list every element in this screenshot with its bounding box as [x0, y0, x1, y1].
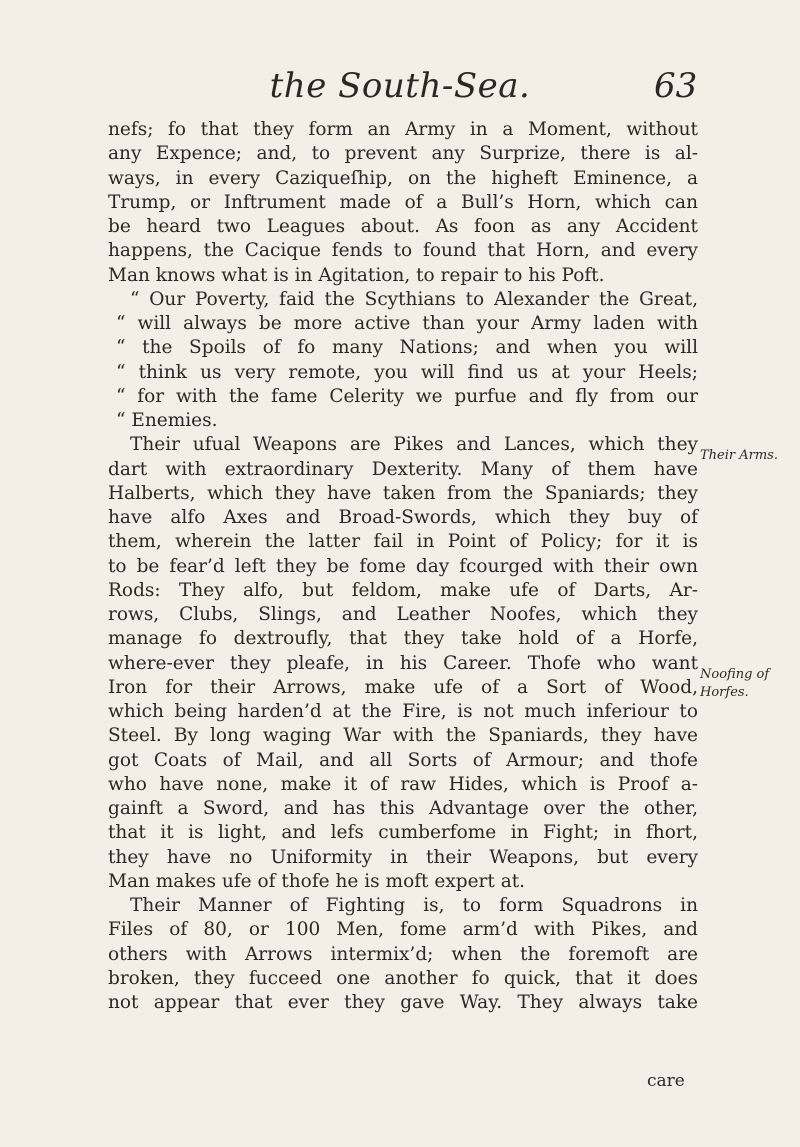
text-line: Rods: They alfo, but feldom, make ufe of Darts, Ar- [108, 579, 698, 601]
text-line: “ will always be more active than your Army laden with [116, 313, 698, 334]
text-line: “ Our Poverty, faid the Scythians to Alexander the Great, [130, 288, 698, 310]
text-line: Files of 80, or 100 Men, fome arm’d with Pikes, and [108, 919, 698, 941]
text-line: who have none, make it of raw Hides, which is Proof a- [108, 773, 698, 795]
text-line: Trump, or Inftrument made of a Bull’s Horn, which can [108, 191, 698, 213]
text-line: to be fear’d left they be fome day fcourged with their own [108, 555, 698, 577]
text-line: Their Manner of Fighting is, to form Squadrons in [130, 895, 698, 916]
body-text [108, 118, 698, 1015]
margin-note-arms: Their Arms. [700, 448, 778, 463]
text-line: have alfo Axes and Broad-Swords, which they buy of [108, 507, 698, 528]
text-line: “ the Spoils of fo many Nations; and when you will [116, 337, 698, 359]
text-line: happens, the Cacique fends to found that Horn, and every [108, 240, 698, 262]
text-line: where-ever they pleafe, in his Career. Thofe who want [108, 652, 698, 674]
text-line: others with Arrows intermix’d; when the foremoft are [108, 943, 698, 965]
text-line: not appear that ever they gave Way. They always take [108, 992, 698, 1013]
running-title: the South-Sea. [269, 66, 531, 106]
text-line: ways, in every Caziqueſhip, on the higheft Eminence, a [108, 167, 698, 189]
text-line: that it is light, and lefs cumberfome in Fight; in fhort, [108, 822, 698, 844]
text-line: gainft a Sword, and has this Advantage over the other, [108, 798, 698, 819]
text-line: Man makes ufe of thofe he is moft expert at. [108, 870, 526, 892]
text-line: “ for with the fame Celerity we purfue and fly from our [116, 385, 698, 407]
text-line: Iron for their Arrows, make ufe of a Sort of Wood, [108, 676, 698, 698]
page-number: 63 [654, 66, 698, 106]
text-line: Steel. By long waging War with the Spaniards, they have [108, 725, 698, 747]
text-line: “ Enemies. [116, 410, 218, 431]
text-line: Their ufual Weapons are Pikes and Lances, which they [130, 434, 698, 456]
text-line: broken, they fucceed one another fo quick, that it does [108, 967, 698, 989]
text-line: be heard two Leagues about. As foon as any Accident [108, 216, 698, 237]
margin-note-noosing-line1: Noofing of [700, 667, 770, 682]
text-line: dart with extraordinary Dexterity. Many of them have [108, 458, 698, 480]
text-line: them, wherein the latter fail in Point of Policy; for it is [108, 531, 698, 553]
text-line: Man knows what is in Agitation, to repair to his Poft. [108, 264, 605, 286]
catchword: care [647, 1071, 685, 1091]
text-line: they have no Uniformity in their Weapons, but every [108, 846, 698, 868]
text-line: nefs; fo that they form an Army in a Moment, without [108, 119, 698, 140]
text-line: any Expence; and, to prevent any Surprize, there is al- [108, 143, 698, 165]
text-line: “ think us very remote, you will find us at your Heels; [116, 361, 698, 383]
text-line: rows, Clubs, Slings, and Leather Noofes, which they [108, 604, 698, 625]
text-line: Halberts, which they have taken from the Spaniards; they [108, 482, 698, 504]
text-line: which being harden’d at the Fire, is not much inferiour to [108, 701, 698, 722]
margin-note-noosing-line2: Horfes. [700, 685, 749, 700]
text-line: manage fo dextroufly, that they take hold of a Horfe, [108, 628, 698, 650]
text-line: got Coats of Mail, and all Sorts of Armour; and thofe [108, 749, 698, 771]
